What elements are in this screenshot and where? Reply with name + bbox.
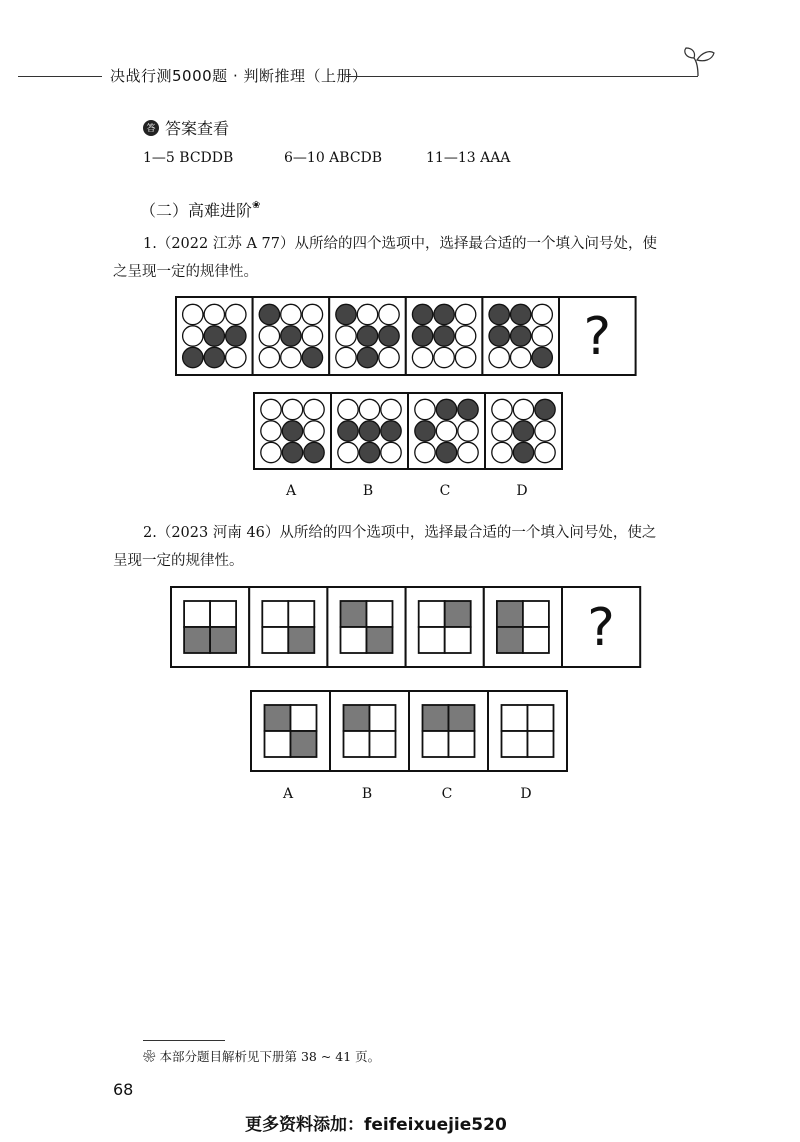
- q2-option-b-quadrant-1: [344, 705, 370, 731]
- q1-seq-cell-4-circle-3: [455, 304, 475, 324]
- question-1-option-label-b: B: [362, 483, 374, 499]
- q2-seq-cell-4-quadrant-1: [419, 601, 445, 627]
- q2-seq-cell-4-quadrant-2: [445, 601, 471, 627]
- answer-badge-icon: 答: [143, 120, 159, 136]
- question-1-line-2: 之呈现一定的规律性。: [113, 264, 258, 280]
- answer-group-1: 1—5 BCDDB: [143, 150, 234, 166]
- question-2-line-1: 2.（2023 河南 46）从所给的四个选项中，选择最合适的一个填入问号处，使之: [143, 525, 657, 541]
- q1-seq-cell-3-circle-8: [357, 347, 377, 367]
- q1-seq-cell-1-circle-1: [183, 304, 203, 324]
- q2-option-a-quadrant-3: [265, 731, 291, 757]
- q1-option-a-circle-6: [304, 421, 324, 441]
- q1-option-c-circle-7: [415, 442, 435, 462]
- q1-seq-cell-2-circle-4: [259, 326, 279, 346]
- q1-option-d-circle-2: [513, 399, 533, 419]
- q1-seq-cell-2-circle-6: [302, 326, 322, 346]
- q1-seq-cell-2-circle-3: [302, 304, 322, 324]
- q2-option-c-quadrant-4: [449, 731, 475, 757]
- q1-option-b-circle-7: [338, 442, 358, 462]
- question-2-option-label-d: D: [520, 786, 532, 802]
- question-2-sequence-figure: [170, 586, 642, 668]
- q1-option-b-circle-2: [359, 399, 379, 419]
- q1-option-a-circle-4: [261, 421, 281, 441]
- q2-seq-cell-4-quadrant-4: [445, 627, 471, 653]
- q1-seq-cell-3-circle-6: [379, 326, 399, 346]
- section-heading-text: （二）高难进阶: [140, 201, 253, 220]
- watermark-text: 更多资料添加：feifeixuejie520: [245, 1115, 507, 1135]
- header-rule-right: [346, 76, 698, 77]
- q1-option-c-circle-9: [458, 442, 478, 462]
- q2-option-a-quadrant-1: [265, 705, 291, 731]
- q2-option-b-quadrant-3: [344, 731, 370, 757]
- q2-seq-cell-6-question-mark: ?: [587, 598, 615, 658]
- q1-seq-cell-4-circle-2: [434, 304, 454, 324]
- question-2-option-label-a: A: [282, 786, 294, 802]
- q2-seq-cell-4-quadrant-3: [419, 627, 445, 653]
- q1-option-b-circle-3: [381, 399, 401, 419]
- q1-option-c-circle-5: [436, 421, 456, 441]
- q1-seq-cell-3-circle-4: [336, 326, 356, 346]
- q1-option-a-circle-1: [261, 399, 281, 419]
- q1-seq-cell-6-question-mark: ?: [583, 307, 612, 367]
- q2-seq-cell-3-quadrant-2: [367, 601, 393, 627]
- q1-option-d-circle-4: [492, 421, 512, 441]
- q2-seq-cell-2-quadrant-4: [288, 627, 314, 653]
- question-1-options-figure: [253, 392, 563, 470]
- q2-seq-cell-3-quadrant-4: [367, 627, 393, 653]
- q1-option-b-circle-4: [338, 421, 358, 441]
- q1-seq-cell-3-circle-2: [357, 304, 377, 324]
- q1-option-a-circle-8: [282, 442, 302, 462]
- q1-option-b-circle-8: [359, 442, 379, 462]
- q1-seq-cell-2-circle-8: [281, 347, 301, 367]
- q1-seq-cell-2-circle-5: [281, 326, 301, 346]
- q1-seq-cell-2-circle-7: [259, 347, 279, 367]
- running-header-title: 决战行测5000题 · 判断推理（上册）: [110, 67, 368, 85]
- q1-option-d-circle-3: [535, 399, 555, 419]
- footnote: ❀ 本部分题目解析见下册第 38 ~ 41 页。: [143, 1049, 381, 1064]
- q2-option-c-quadrant-1: [423, 705, 449, 731]
- q1-seq-cell-3-circle-7: [336, 347, 356, 367]
- q1-option-d-circle-6: [535, 421, 555, 441]
- page-number: 68: [113, 1080, 134, 1099]
- question-1-line-1: 1.（2022 江苏 A 77）从所给的四个选项中，选择最合适的一个填入问号处，使: [143, 236, 657, 252]
- q2-option-a-quadrant-2: [291, 705, 317, 731]
- question-1-option-label-d: D: [516, 483, 528, 499]
- q2-option-d-quadrant-2: [528, 705, 554, 731]
- q1-option-d-circle-9: [535, 442, 555, 462]
- q1-seq-cell-1-circle-4: [183, 326, 203, 346]
- section-heading: [140, 198, 260, 221]
- question-2-option-label-b: B: [361, 786, 373, 802]
- q1-option-d-circle-1: [492, 399, 512, 419]
- q1-option-b-circle-9: [381, 442, 401, 462]
- q1-seq-cell-1-circle-3: [226, 304, 246, 324]
- q1-seq-cell-5-circle-8: [511, 347, 531, 367]
- q2-seq-cell-3-quadrant-1: [341, 601, 367, 627]
- q1-option-c-circle-1: [415, 399, 435, 419]
- q1-option-a-circle-5: [282, 421, 302, 441]
- answer-heading-text: 答案查看: [165, 119, 230, 138]
- q1-seq-cell-5-circle-4: [489, 326, 509, 346]
- q1-option-a-circle-9: [304, 442, 324, 462]
- q1-seq-cell-5-circle-6: [532, 326, 552, 346]
- q1-option-d-circle-8: [513, 442, 533, 462]
- answer-group-3: 11—13 AAA: [426, 150, 511, 166]
- question-1-option-label-a: A: [285, 483, 297, 499]
- q1-seq-cell-1-circle-8: [204, 347, 224, 367]
- q1-seq-cell-4-circle-4: [412, 326, 432, 346]
- q1-seq-cell-1-circle-2: [204, 304, 224, 324]
- q1-seq-cell-5-circle-5: [511, 326, 531, 346]
- q1-seq-cell-4-circle-5: [434, 326, 454, 346]
- question-2-options-figure: [250, 690, 568, 772]
- q1-seq-cell-5-circle-3: [532, 304, 552, 324]
- q1-seq-cell-3-circle-1: [336, 304, 356, 324]
- q2-option-a-quadrant-4: [291, 731, 317, 757]
- q2-option-c-quadrant-2: [449, 705, 475, 731]
- q2-seq-cell-5-quadrant-3: [497, 627, 523, 653]
- q2-option-b-quadrant-2: [370, 705, 396, 731]
- q1-seq-cell-2-circle-1: [259, 304, 279, 324]
- q1-seq-cell-4-circle-8: [434, 347, 454, 367]
- answer-heading: [143, 116, 229, 139]
- q1-option-b-circle-5: [359, 421, 379, 441]
- q1-seq-cell-1-circle-7: [183, 347, 203, 367]
- q1-option-b-circle-1: [338, 399, 358, 419]
- q1-seq-cell-1-circle-9: [226, 347, 246, 367]
- question-1-sequence-figure: [175, 296, 639, 376]
- q1-option-d-circle-5: [513, 421, 533, 441]
- q1-seq-cell-5-circle-9: [532, 347, 552, 367]
- q1-seq-cell-5-circle-7: [489, 347, 509, 367]
- q1-seq-cell-3-circle-9: [379, 347, 399, 367]
- answer-group-2: 6—10 ABCDB: [284, 150, 383, 166]
- q2-option-d-quadrant-4: [528, 731, 554, 757]
- q1-seq-cell-5-circle-1: [489, 304, 509, 324]
- q2-option-c-quadrant-3: [423, 731, 449, 757]
- q1-seq-cell-4-circle-6: [455, 326, 475, 346]
- q1-seq-cell-5-circle-2: [511, 304, 531, 324]
- q2-seq-cell-1-quadrant-2: [210, 601, 236, 627]
- q2-seq-cell-3-quadrant-3: [341, 627, 367, 653]
- q2-seq-cell-5-quadrant-4: [523, 627, 549, 653]
- q1-option-c-circle-3: [458, 399, 478, 419]
- q1-option-a-circle-7: [261, 442, 281, 462]
- q1-option-c-circle-4: [415, 421, 435, 441]
- header-rule-left: [18, 76, 102, 77]
- q1-seq-cell-2-circle-2: [281, 304, 301, 324]
- q1-option-d-circle-7: [492, 442, 512, 462]
- question-2-line-2: 呈现一定的规律性。: [113, 553, 244, 569]
- q1-seq-cell-4-circle-7: [412, 347, 432, 367]
- q1-seq-cell-1-circle-6: [226, 326, 246, 346]
- q1-option-b-circle-6: [381, 421, 401, 441]
- flower-mark-icon: ❀: [252, 200, 261, 211]
- q1-seq-cell-3-circle-5: [357, 326, 377, 346]
- q1-seq-cell-1-circle-5: [204, 326, 224, 346]
- footnote-rule: [143, 1040, 225, 1041]
- q2-option-d-quadrant-1: [502, 705, 528, 731]
- q2-seq-cell-1-quadrant-1: [184, 601, 210, 627]
- sprout-icon: [680, 44, 720, 78]
- q1-seq-cell-3-circle-3: [379, 304, 399, 324]
- q2-seq-cell-2-quadrant-2: [288, 601, 314, 627]
- q2-seq-cell-5-quadrant-2: [523, 601, 549, 627]
- q2-seq-cell-2-quadrant-1: [262, 601, 288, 627]
- q1-option-c-circle-8: [436, 442, 456, 462]
- q2-seq-cell-1-quadrant-4: [210, 627, 236, 653]
- q1-option-a-circle-2: [282, 399, 302, 419]
- q1-option-c-circle-2: [436, 399, 456, 419]
- q1-option-a-circle-3: [304, 399, 324, 419]
- q1-seq-cell-2-circle-9: [302, 347, 322, 367]
- q2-seq-cell-1-quadrant-3: [184, 627, 210, 653]
- q1-seq-cell-4-circle-9: [455, 347, 475, 367]
- q2-option-d-quadrant-3: [502, 731, 528, 757]
- q1-option-c-circle-6: [458, 421, 478, 441]
- question-1-option-label-c: C: [439, 483, 451, 499]
- q2-option-b-quadrant-4: [370, 731, 396, 757]
- question-2-option-label-c: C: [441, 786, 453, 802]
- q2-seq-cell-5-quadrant-1: [497, 601, 523, 627]
- q1-seq-cell-4-circle-1: [412, 304, 432, 324]
- q2-seq-cell-2-quadrant-3: [262, 627, 288, 653]
